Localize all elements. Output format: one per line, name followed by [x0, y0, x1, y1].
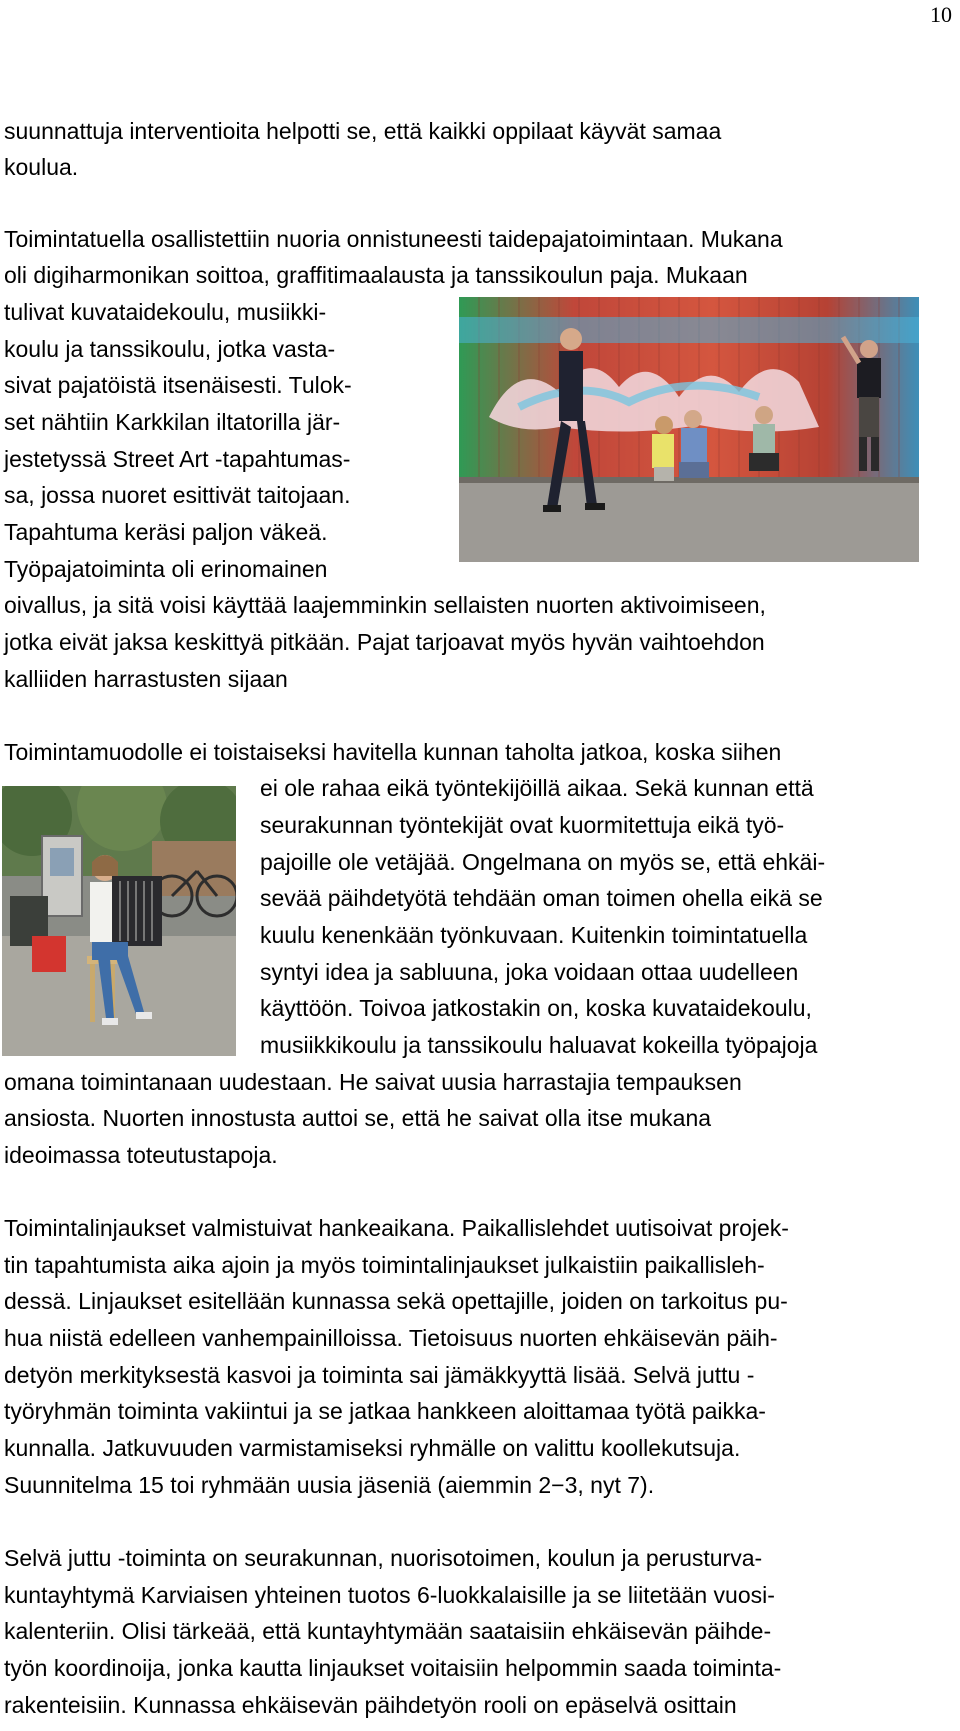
text-line: työn koordinoija, jonka kautta linjaukset voitaisiin helpommin saada toiminta-	[4, 1655, 782, 1681]
text-line: sevää päihdetyötä tehdään oman toimen ohella eikä se	[260, 885, 823, 911]
text-line: seurakunnan työntekijät ovat kuormitettuja eikä työ-	[260, 812, 785, 838]
text-line: musiikkikoulu ja tanssikoulu haluavat kokeilla työpajoja	[260, 1032, 818, 1058]
accordion-player-photo	[2, 786, 236, 1056]
text-line: pajoille ole vetäjää. Ongelmana on myös se, että ehkäi-	[260, 849, 826, 875]
text-line: oli digiharmonikan soittoa, graffitimaalausta ja tanssikoulun paja. Mukaan	[4, 262, 748, 288]
text-line: set nähtiin Karkkilan iltatorilla jär-	[4, 409, 341, 435]
text-line: omana toimintanaan uudestaan. He saivat uusia harrastajia tempauksen	[4, 1069, 742, 1095]
text-line: kuntayhtymä Karviaisen yhteinen tuotos 6-luokkalaisille ja se liitetään vuosi-	[4, 1582, 775, 1608]
text-line: Tapahtuma keräsi paljon väkeä.	[4, 519, 328, 545]
graffiti-workshop-photo	[459, 297, 919, 562]
text-line: Työpajatoiminta oli erinomainen	[4, 556, 328, 582]
text-line: hua niistä edelleen vanhempainilloissa. Tietoisuus nuorten ehkäisevän päih-	[4, 1325, 778, 1351]
text-line: kunnalla. Jatkuvuuden varmistamiseksi ryhmälle on valittu koollekutsuja.	[4, 1435, 741, 1461]
graffiti-workshop-image	[459, 297, 919, 562]
text-line: ei ole rahaa eikä työntekijöillä aikaa. Sekä kunnan että	[260, 775, 814, 801]
text-line: kuulu kenenkään työnkuvaan. Kuitenkin toimintatuella	[260, 922, 808, 948]
text-line: käyttöön. Toivoa jatkostakin on, koska kuvataidekoulu,	[260, 995, 812, 1021]
text-line: Selvä juttu -toiminta on seurakunnan, nuorisotoimen, koulun ja perusturva-	[4, 1545, 763, 1571]
text-line: oivallus, ja sitä voisi käyttää laajemminkin sellaisten nuorten aktivoimiseen,	[4, 592, 766, 618]
text-line: sa, jossa nuoret esittivät taitojaan.	[4, 482, 351, 508]
text-line: koulua.	[4, 154, 79, 180]
page-number: 10	[930, 2, 952, 27]
text-line: työryhmän toiminta vakiintui ja se jatkaa hankkeen aloittamaa työtä paikka-	[4, 1398, 766, 1424]
text-line: sivat pajatöistä itsenäisesti. Tulok-	[4, 372, 352, 398]
text-line: Suunnitelma 15 toi ryhmään uusia jäseniä (aiemmin 2−3, nyt 7).	[4, 1472, 655, 1498]
text-line: Toimintatuella osallistettiin nuoria onnistuneesti taidepajatoimintaan. Mukana	[4, 226, 783, 252]
text-line: ideoimassa toteutustapoja.	[4, 1142, 278, 1168]
text-line: Toimintamuodolle ei toistaiseksi havitella kunnan taholta jatkoa, koska siihen	[4, 739, 782, 765]
text-line: syntyi idea ja sabluuna, joka voidaan ottaa uudelleen	[260, 959, 799, 985]
text-line: suunnattuja interventioita helpotti se, että kaikki oppilaat käyvät samaa	[4, 118, 722, 144]
text-line: koulu ja tanssikoulu, jotka vasta-	[4, 336, 336, 362]
text-line: kalliiden harrastusten sijaan	[4, 666, 288, 692]
text-line: detyön merkityksestä kasvoi ja toiminta sai jämäkkyyttä lisää. Selvä juttu -	[4, 1362, 755, 1388]
text-line: jestetyssä Street Art -tapahtumas-	[4, 446, 351, 472]
accordion-player-image	[2, 786, 236, 1056]
text-line: tin tapahtumista aika ajoin ja myös toimintalinjaukset julkaistiin paikallisleh-	[4, 1252, 765, 1278]
text-line: tulivat kuvataidekoulu, musiikki-	[4, 299, 327, 325]
text-line: ansiosta. Nuorten innostusta auttoi se, että he saivat olla itse mukana	[4, 1105, 712, 1131]
text-line: rakenteisiin. Kunnassa ehkäisevän päihdetyön rooli on epäselvä osittain	[4, 1692, 737, 1718]
text-line: kalenteriin. Olisi tärkeää, että kuntayhtymään saataisiin ehkäisevän päihde-	[4, 1618, 772, 1644]
text-line: jotka eivät jaksa keskittyä pitkään. Pajat tarjoavat myös hyvän vaihtoehdon	[4, 629, 765, 655]
text-line: dessä. Linjaukset esitellään kunnassa sekä opettajille, joiden on tarkoitus pu-	[4, 1288, 788, 1314]
text-line: Toimintalinjaukset valmistuivat hankeaikana. Paikallislehdet uutisoivat projek-	[4, 1215, 789, 1241]
